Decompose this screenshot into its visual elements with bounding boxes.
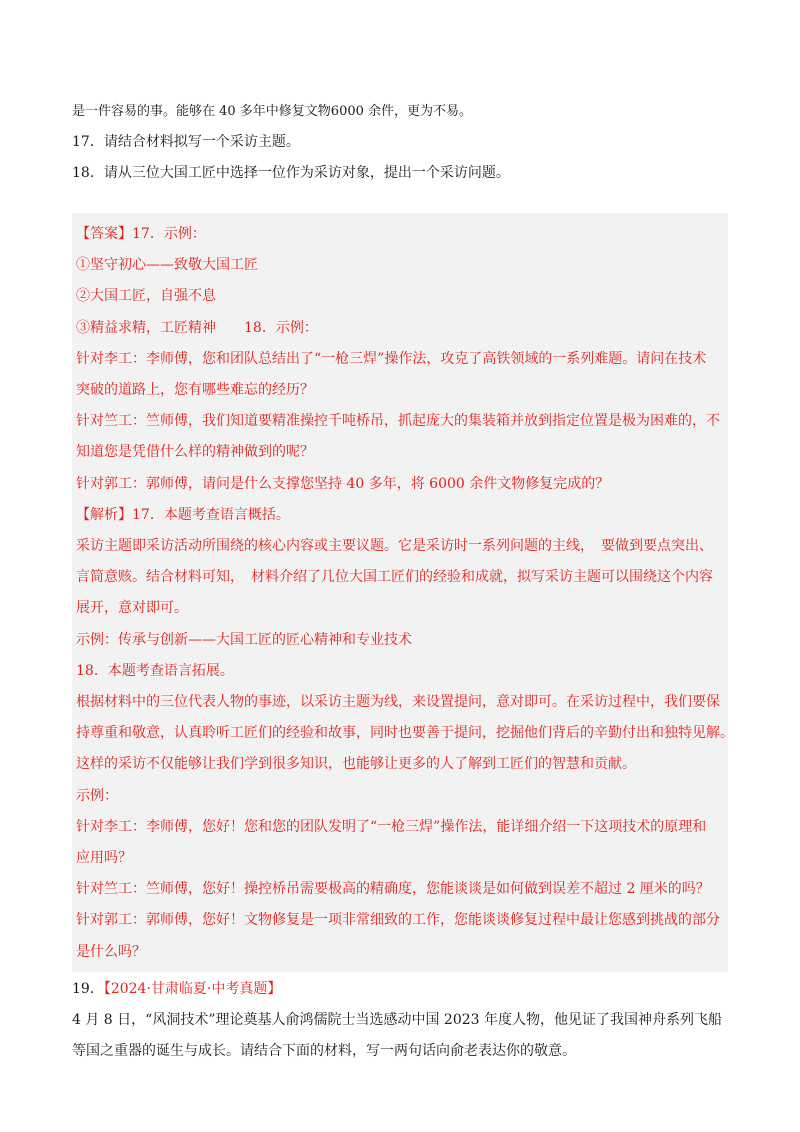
answer-line: 针对郭工：郭师傅，请问是什么支撑您坚持 40 多年，将 6000 余件文物修复完成的？	[76, 475, 610, 492]
answer-line: ②大国工匠，自强不息	[76, 288, 216, 305]
answer-analysis-box	[72, 213, 734, 972]
analysis-line: 示例：	[76, 787, 118, 804]
answer-line: 知道您是凭借什么样的精神做到的呢？	[76, 444, 314, 461]
answer-line: ①坚守初心——致敬大国工匠	[76, 257, 258, 274]
question-19-source: 【2024·甘肃临夏·中考真题】	[103, 980, 282, 997]
answer-line: ③精益求精，工匠精神 18．示例：	[76, 319, 318, 336]
question-19-number: 19．	[72, 980, 104, 997]
answer-line: 针对李工：李师傅，您和团队总结出了“一枪三焊”操作法，攻克了高铁领域的一系列难题。请问在技术	[76, 350, 707, 367]
analysis-line: 采访主题即采访活动所围绕的核心内容或主要议题。它是采访时一系列问题的主线， 要做到要点突出、	[76, 538, 713, 555]
question-19-header	[72, 974, 728, 1005]
question-19-text: 4 月 8 日，“风洞技术”理论奠基人俞鸿儒院士当选感动中国 2023 年度人物，他见证了我国神舟系列飞船	[72, 1011, 723, 1028]
analysis-line: 应用吗？	[76, 850, 132, 867]
question-18: 18．请从三位大国工匠中选择一位作为采访对象，提出一个采访问题。	[72, 165, 510, 181]
analysis-line: 18．本题考查语言拓展。	[76, 662, 234, 679]
intro-text-tail: 是一件容易的事。能够在 40 多年中修复文物6000 余件，更为不易。	[72, 104, 473, 119]
analysis-line: 展开，意对即可。	[76, 600, 188, 617]
analysis-line: 【解析】17．本题考查语言概括。	[76, 506, 290, 523]
question-19-text: 等国之重器的诞生与成长。请结合下面的材料，写一两句话向俞老表达你的敬意。	[72, 1042, 576, 1059]
question-17: 17．请结合材料拟写一个采访主题。	[72, 134, 300, 150]
analysis-line: 是什么吗？	[76, 943, 146, 960]
answer-line: 【答案】17．示例：	[76, 226, 206, 242]
analysis-line: 根据材料中的三位代表人物的事迹，以采访主题为线，来设置提问，意对即可。在采访过程中，我们要保	[76, 694, 720, 711]
spacer	[72, 189, 728, 213]
answer-line: 针对竺工：竺师傅，我们知道要精准操控千吨桥吊，抓起庞大的集装箱并放到指定位置是极为困难的，不	[76, 413, 720, 430]
analysis-line: 持尊重和敬意，认真聆听工匠们的经验和故事，同时也要善于提问，挖掘他们背后的辛勤付出和独特见解。	[76, 725, 734, 742]
analysis-line: 这样的采访不仅能够让我们学到很多知识，也能够让更多的人了解到工匠们的智慧和贡献。	[76, 756, 636, 773]
analysis-line: 针对竺工：竺师傅，您好！操控桥吊需要极高的精确度，您能谈谈是如何做到误差不超过 2 厘米的吗？	[76, 881, 710, 898]
analysis-line: 针对李工：李师傅，您好！您和您的团队发明了“一枪三焊”操作法，能详细介绍一下这项技术的原理和	[76, 818, 707, 835]
answer-line: 突破的道路上，您有哪些难忘的经历？	[76, 382, 314, 399]
analysis-line: 言简意赅。结合材料可知， 材料介绍了几位大国工匠们的经验和成就，拟写采访主题可以围绕这个内容	[76, 569, 713, 586]
document-page	[72, 96, 734, 1067]
analysis-line: 示例：传承与创新——大国工匠的匠心精神和专业技术	[76, 631, 412, 648]
analysis-line: 针对郭工：郭师傅，您好！文物修复是一项非常细致的工作，您能谈谈修复过程中最让您感到挑战的部分	[76, 912, 720, 929]
